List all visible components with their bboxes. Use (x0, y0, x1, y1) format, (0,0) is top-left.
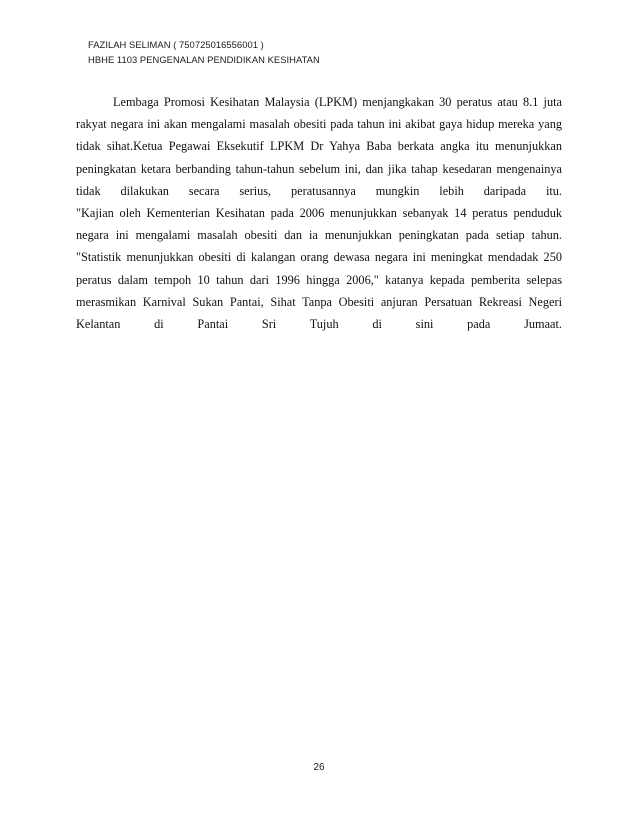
paragraph-line: tidak dilakukan secara serius, peratusannya mungkin lebih daripada itu. (76, 183, 562, 198)
paragraph-line: "Kajian oleh Kementerian Kesihatan pada 2006 menunjukkan sebanyak 14 peratus penduduk (76, 205, 562, 220)
page-number: 26 (313, 762, 325, 773)
paragraph-line: peningkatan ketara berbanding tahun-tahun sebelum ini, dan jika tahap kesedaran mengenainya (76, 161, 562, 176)
document-header (88, 38, 320, 67)
paragraph-line: negara ini mengalami masalah obesiti dan ia menunjukkan peningkatan pada setiap tahun. (76, 228, 562, 243)
header-author-line: FAZILAH SELIMAN ( 750725016556001 ) (88, 39, 264, 50)
header-course-line: HBHE 1103 PENGENALAN PENDIDIKAN KESIHATAN (88, 53, 320, 65)
paragraph-line: Kelantan di Pantai Sri Tujuh di sini pada Jumaat. (76, 316, 562, 331)
paragraph-line: merasmikan Karnival Sukan Pantai, Sihat Tanpa Obesiti anjuran Persatuan Rekreasi Negeri (76, 294, 562, 309)
paragraph-line: tidak sihat.Ketua Pegawai Eksekutif LPKM Dr Yahya Baba berkata angka itu menunjukkan (76, 139, 562, 154)
paragraph-line: "Statistik menunjukkan obesiti di kalangan orang dewasa negara ini meningkat mendadak 250 (76, 250, 562, 265)
body-paragraph (76, 91, 562, 335)
paragraph-line: rakyat negara ini akan mengalami masalah obesiti pada tahun ini akibat gaya hidup mereka yang (76, 117, 562, 132)
paragraph-line: Lembaga Promosi Kesihatan Malaysia (LPKM) menjangkakan 30 peratus atau 8.1 juta (113, 95, 562, 109)
paragraph-line: peratus dalam tempoh 10 tahun dari 1996 hingga 2006," katanya kepada pemberita selepas (76, 272, 562, 287)
